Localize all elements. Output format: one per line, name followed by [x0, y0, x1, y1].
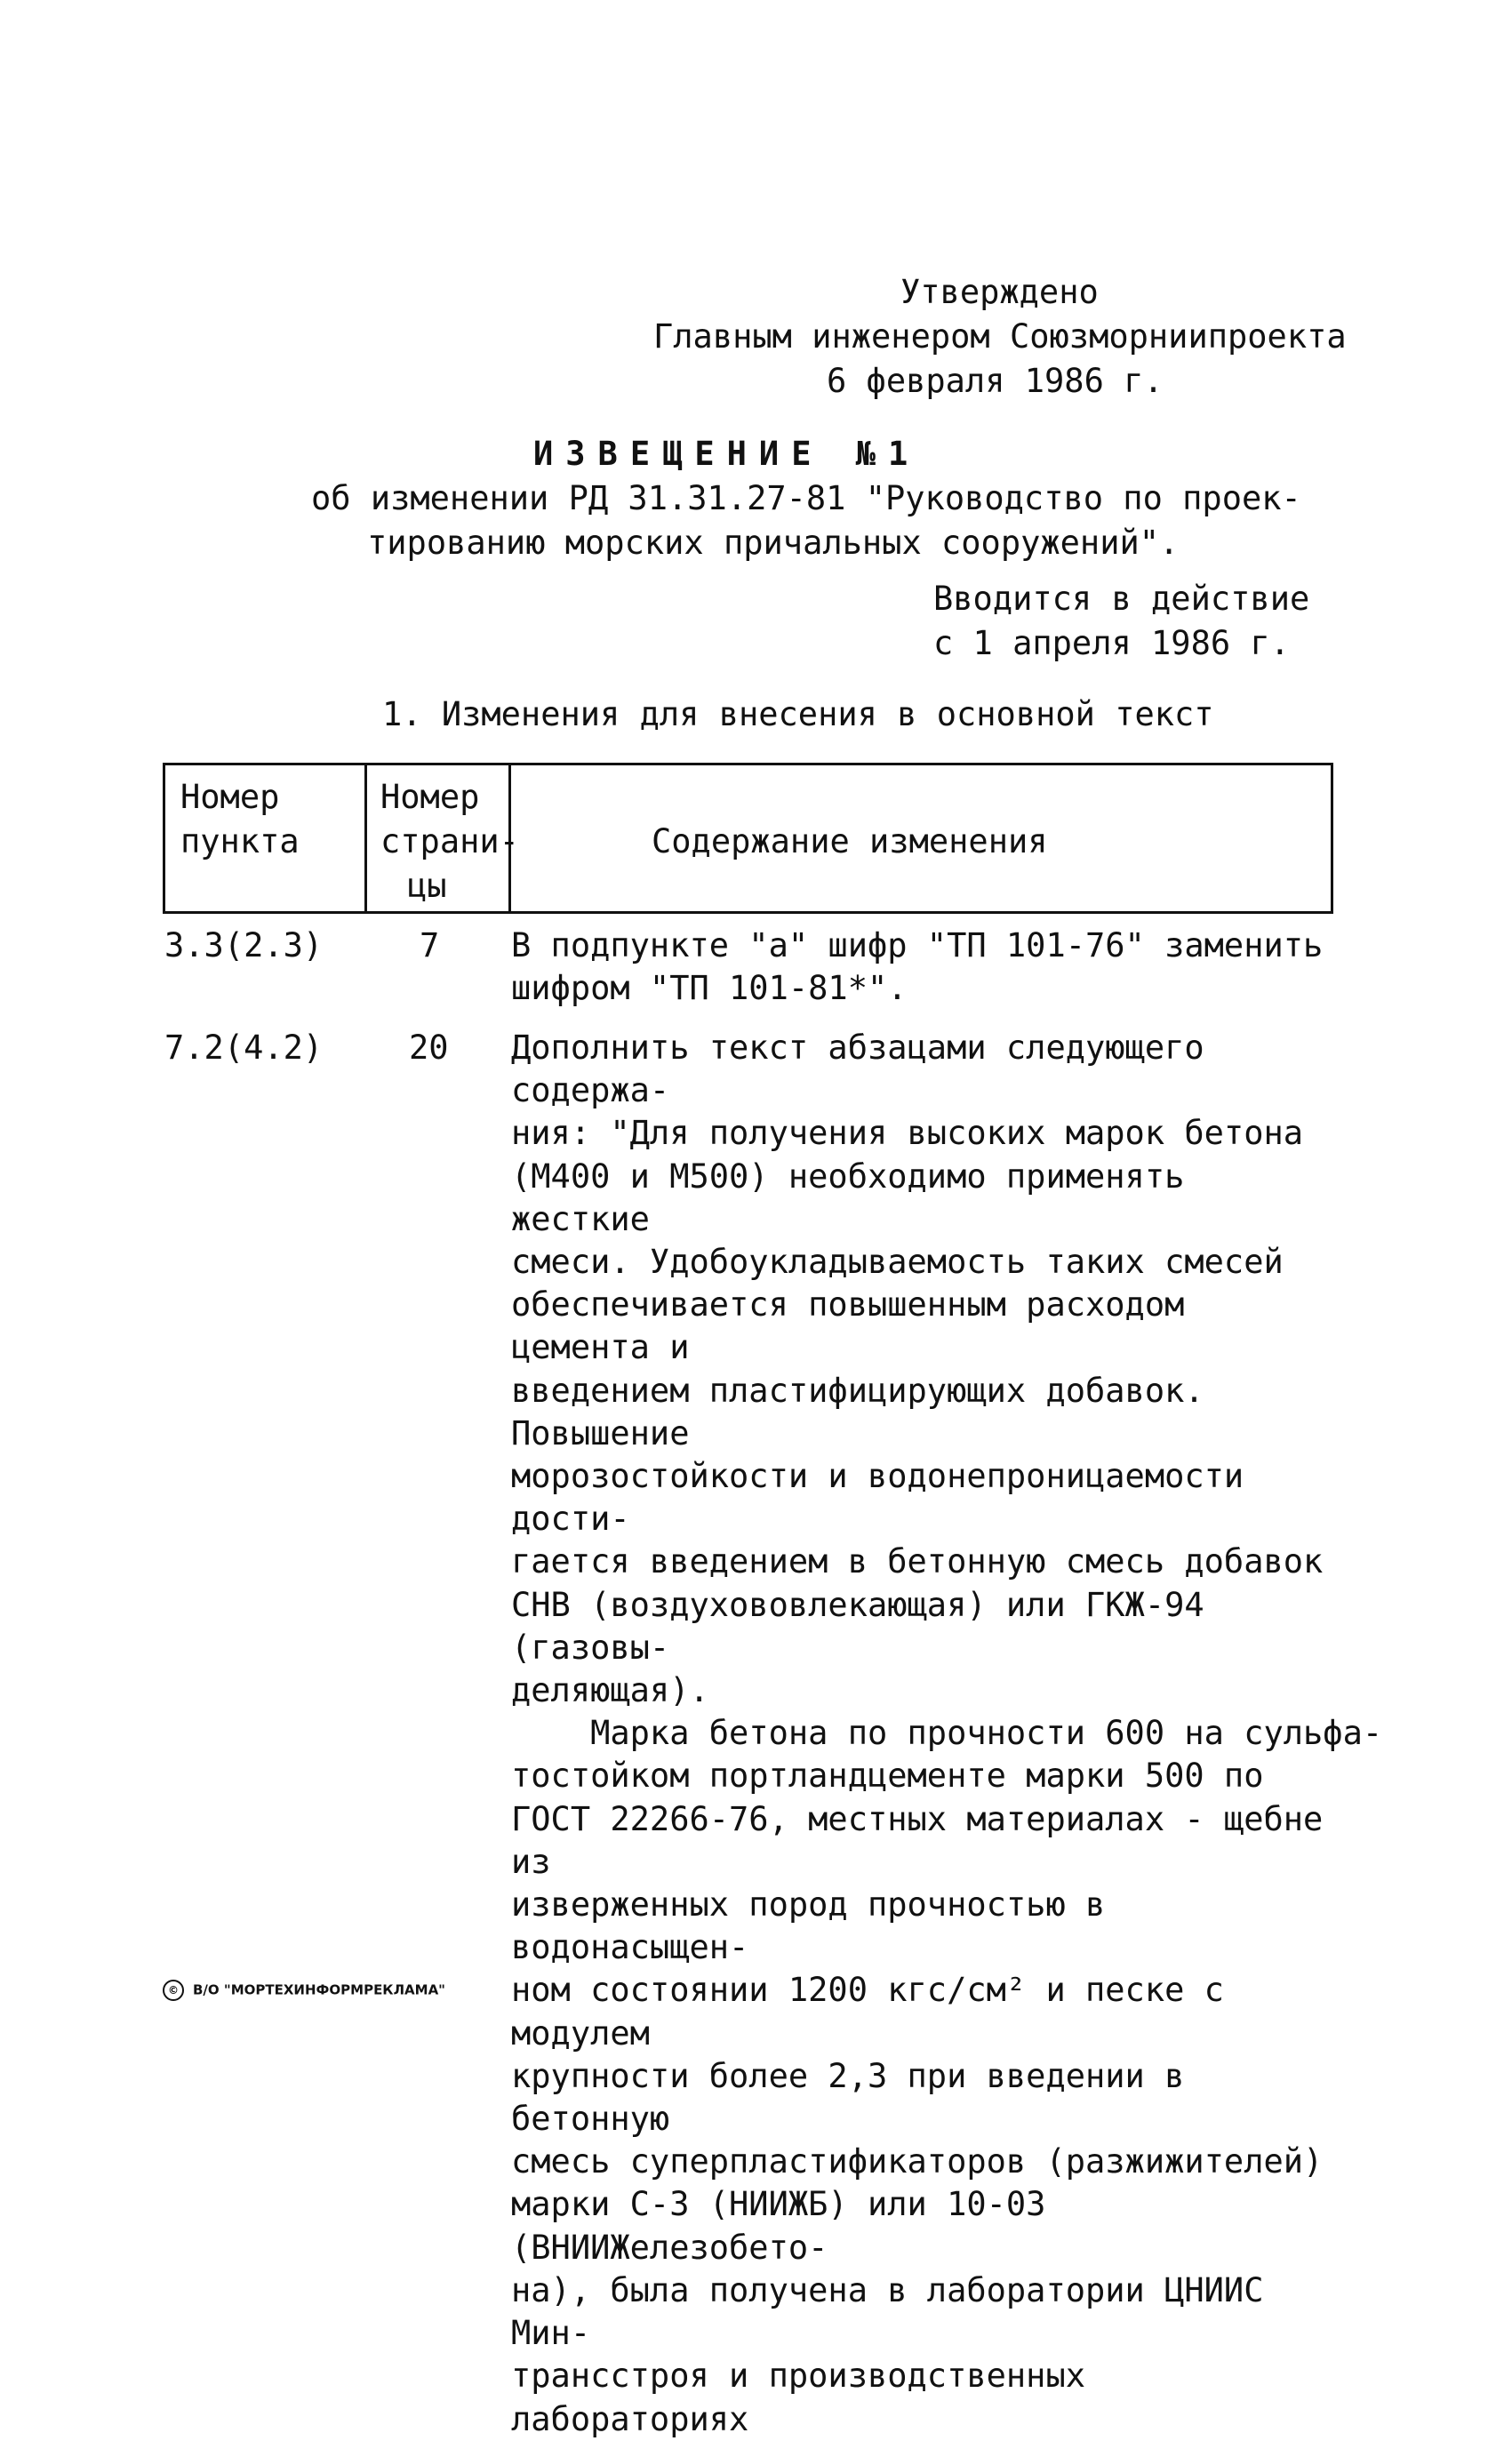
row-2-para2-line: смесь суперпластификаторов (разжижителей) — [511, 2142, 1324, 2181]
row-2-para2-line: трансстроя и производственных лабораториях — [511, 2357, 1086, 2438]
effective-line-1: Вводится в действие — [933, 580, 1310, 618]
row-2-item-number: 7.2(4.2) — [164, 1028, 324, 1067]
row-2-para2-line: изверженных пород прочностью в водонасыщен- — [511, 1885, 1106, 1967]
row-2-page-number: 20 — [409, 1028, 449, 1067]
row-2-para1-line: (М400 и М500) необходимо применять жесткие — [511, 1156, 1185, 1238]
row-1-line: шифром "ТП 101-81*". — [511, 969, 908, 1008]
row-2-para1-line: Дополнить текст абзацами следующего содержа- — [511, 1028, 1204, 1110]
row-1-item-number: 3.3(2.3) — [164, 926, 324, 964]
row-2-para2-line: ГОСТ 22266-76, местных материалах - щебне из — [511, 1799, 1324, 1881]
row-2-para2-line: крупности более 2,3 при введении в бетонную — [511, 2056, 1185, 2139]
row-2-para2-line: тостойком портландцементе марки 500 по — [511, 1757, 1264, 1796]
publisher-logo — [163, 1980, 445, 2001]
row-2-para1-line: обеспечивается повышенным расходом цемента и — [511, 1285, 1185, 1367]
row-2-para1-line: введением пластифицирующих добавок. Повышение — [511, 1371, 1204, 1453]
row-2-para2-line: Марка бетона по прочности 600 на сульфа- — [511, 1714, 1383, 1753]
header-content: Содержание изменения — [652, 822, 1048, 860]
header-page-number-line-3: цы — [407, 867, 447, 905]
row-2-para1-line: СНВ (воздухововлекающая) или ГКЖ-94 (газовы- — [511, 1585, 1204, 1667]
row-2-para2-line: марки С-3 (НИИЖБ) или 10-03 (ВНИИЖелезобето- — [511, 2185, 1046, 2267]
row-2-para1-line: гается введением в бетонную смесь добавок — [511, 1542, 1324, 1581]
section-title: 1. Изменения для внесения в основной текст — [382, 695, 1214, 733]
header-item-number-line-1: Номер — [180, 778, 280, 816]
row-2-para1-line: морозостойкости и водонепроницаемости дости- — [511, 1457, 1244, 1539]
effective-date: с 1 апреля 1986 г. — [933, 624, 1290, 662]
row-1-line: В подпункте "а" шифр "ТП 101-76" заменить — [511, 926, 1324, 964]
row-2-para1-line: деляющая). — [511, 1671, 709, 1710]
header-item-number-line-2: пункта — [180, 822, 300, 860]
row-1-page-number: 7 — [420, 926, 440, 964]
notice-subtitle-line-2: тированию морских причальных сооружений". — [367, 524, 1180, 562]
copyright-icon: © — [163, 1980, 184, 2001]
row-1-content — [511, 924, 1329, 1010]
header-page-number-line-1: Номер — [380, 778, 480, 816]
header-divider-1 — [364, 763, 367, 914]
notice-title: ИЗВЕЩЕНИЕ №1 — [533, 435, 921, 473]
header-page-number-line-2: страни- — [380, 822, 519, 860]
row-2-para2-line: ном состоянии 1200 кгс/см² и песке с модулем — [511, 1971, 1224, 2053]
row-2-para2-line: на), была получена в лаборатории ЦНИИС Мин- — [511, 2270, 1264, 2353]
approval-line-1: Утверждено — [900, 273, 1099, 311]
row-2-content — [511, 1027, 1383, 2441]
row-2-para1-line: смеси. Удобоукладываемость таких смесей — [511, 1243, 1284, 1282]
notice-subtitle-line-1: об изменении РД 31.31.27-81 "Руководство по проек- — [311, 479, 1301, 517]
approval-line-2: Главным инженером Союзморниипроекта — [653, 317, 1347, 356]
row-2-para1-line: ния: "Для получения высоких марок бетона — [511, 1114, 1304, 1153]
publisher-name: В/О "МОРТЕХИНФОРМРЕКЛАМА" — [193, 1981, 445, 1998]
approval-date: 6 февраля 1986 г. — [827, 362, 1164, 400]
